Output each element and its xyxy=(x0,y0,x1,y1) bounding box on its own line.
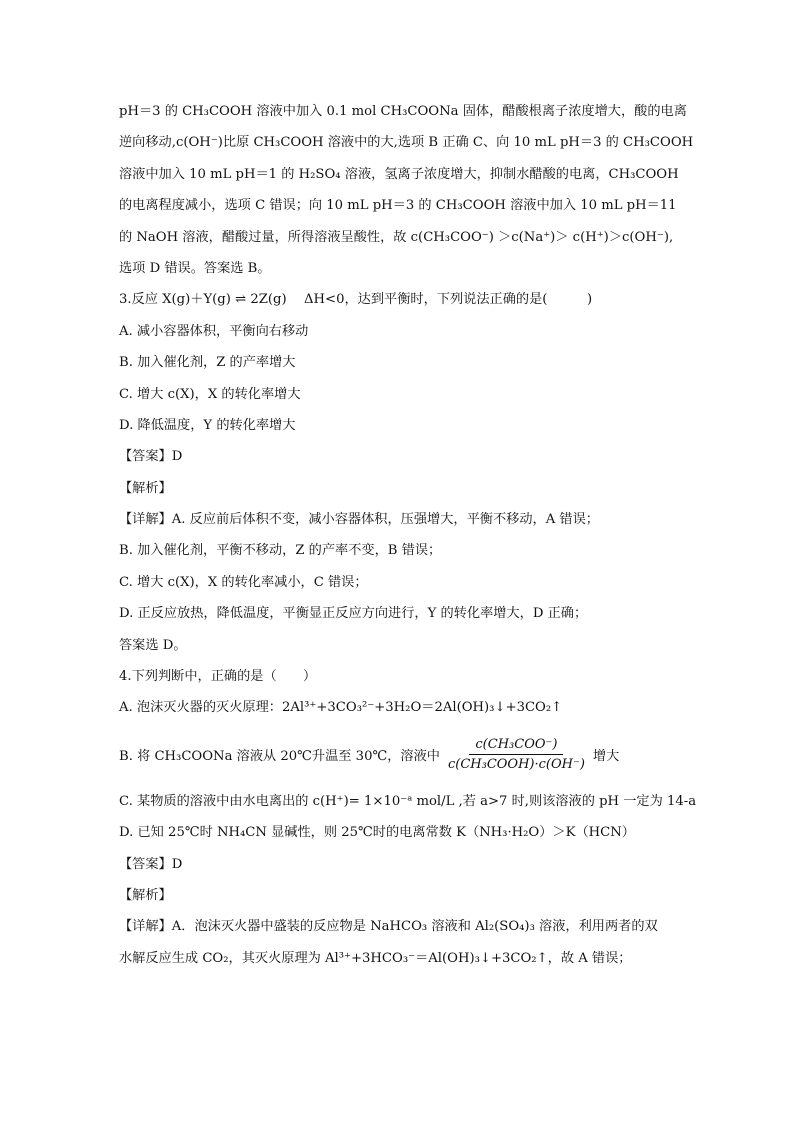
detail-line: D. 正反应放热，降低温度，平衡显正反应方向进行，Y 的转化率增大，D 正确； xyxy=(119,606,588,622)
text-line: 的电离程度减小，选项 C 错误；向 10 mL pH＝3 的 CH₃COOH 溶液中加入 10 mL pH＝11 xyxy=(119,198,677,214)
detail-line: 【详解】A．泡沫灭火器中盛装的反应物是 NaHCO₃ 溶液和 Al₂(SO₄)₃ 溶液，利用两者的双 xyxy=(119,919,658,935)
answer-summary: 答案选 D。 xyxy=(119,637,187,653)
question-4-stem: 4.下列判断中，正确的是（ ） xyxy=(119,669,317,685)
detail-line: 水解反应生成 CO₂，其灭火原理为 Al³⁺+3HCO₃⁻＝Al(OH)₃↓+3CO₂↑，故 A 错误； xyxy=(119,950,632,966)
option-d: D. 降低温度，Y 的转化率增大 xyxy=(119,417,296,433)
option-d: D. 已知 25℃时 NH₄CN 显碱性，则 25℃时的电离常数 K（NH₃·H₂O）＞K（HCN） xyxy=(119,825,635,841)
option-b-suffix: 增大 xyxy=(592,749,620,765)
document-page xyxy=(119,96,697,974)
text-line: 逆向移动,c(OH⁻)比原 CH₃COOH 溶液中的大,选项 B 正确 C、向 10 mL pH＝3 的 CH₃COOH xyxy=(119,135,694,151)
fraction-numerator: c(CH₃COO⁻) xyxy=(469,737,563,755)
text-line: 选项 D 错误。答案选 B。 xyxy=(119,260,271,276)
detail-line: C. 增大 c(X)，X 的转化率减小，C 错误； xyxy=(119,574,368,590)
option-a: A. 减小容器体积，平衡向右移动 xyxy=(119,323,309,339)
option-c: C. 某物质的溶液中由水电离出的 c(H⁺)= 1×10⁻ᵃ mol/L ,若 a>7 时,则该溶液的 pH 一定为 14-a xyxy=(119,793,697,809)
question-3-stem: 3.反应 X(g)＋Y(g) ⇌ 2Z(g) ΔH<0，达到平衡时，下列说法正确的是( ) xyxy=(119,292,593,308)
detail-line: 【详解】A. 反应前后体积不变，减小容器体积，压强增大，平衡不移动，A 错误； xyxy=(119,512,599,528)
option-b: B. 加入催化剂，Z 的产率增大 xyxy=(119,355,296,371)
analysis-label: 【解析】 xyxy=(119,480,172,496)
answer-label: 【答案】D xyxy=(119,856,183,872)
answer-label: 【答案】D xyxy=(119,449,183,465)
text-line: 的 NaOH 溶液，醋酸过量，所得溶液呈酸性，故 c(CH₃COO⁻) ＞c(Na⁺)＞ c(H⁺)＞c(OH⁻), xyxy=(119,229,674,245)
detail-line: B. 加入催化剂，平衡不移动，Z 的产率不变，B 错误； xyxy=(119,543,442,559)
option-c: C. 增大 c(X)，X 的转化率增大 xyxy=(119,386,301,402)
fraction-denominator: c(CH₃COOH)·c(OH⁻) xyxy=(447,757,585,773)
text-line: pH＝3 的 CH₃COOH 溶液中加入 0.1 mol CH₃COONa 固体，醋酸根离子浓度增大，酸的电离 xyxy=(119,104,687,119)
option-b-fraction-line xyxy=(119,724,679,786)
fraction xyxy=(442,737,591,772)
option-a: A. 泡沫灭火器的灭火原理：2Al³⁺+3CO₃²⁻+3H₂O＝2Al(OH)₃↓+3CO₂↑ xyxy=(119,700,563,716)
analysis-label: 【解析】 xyxy=(119,887,172,903)
text-line: 溶液中加入 10 mL pH＝1 的 H₂SO₄ 溶液，氢离子浓度增大，抑制水醋酸的电离，CH₃COOH xyxy=(119,166,679,182)
option-b-prefix: B. 将 CH₃COONa 溶液从 20℃升温至 30℃，溶液中 xyxy=(119,749,440,765)
